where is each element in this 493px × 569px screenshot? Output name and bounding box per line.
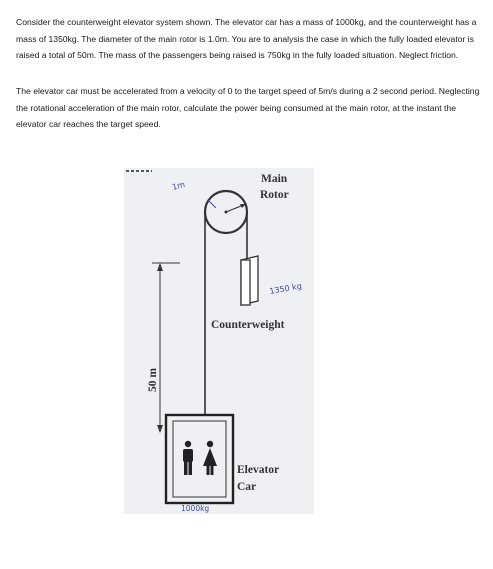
problem-paragraph-2: The elevator car must be accelerated from a velocity of 0 to the target speed of 5m/s during a 2 second period. Neglecting the rotational acceleration of the main rotor, calculate the power being consumed at the main rotor, at the instant the elevator car reaches the target speed.: [16, 86, 480, 130]
main-rotor-label-line2: Rotor: [260, 189, 289, 201]
car-handwritten-label: 1000kg: [181, 504, 210, 513]
elevator-car-label-line2: Car: [237, 481, 257, 493]
diagram-background: [124, 168, 314, 514]
main-rotor-label-line1: Main: [261, 173, 288, 185]
counterweight-block: [241, 260, 250, 305]
rotor-handwritten-label: 1m: [171, 179, 186, 192]
counterweight-handwritten-label: 1350 kg: [268, 281, 303, 296]
elevator-diagram: [124, 168, 314, 514]
problem-paragraph-1: Consider the counterweight elevator system shown. The elevator car has a mass of 1000kg, and the counterweight has a mass of 1350kg. The diameter of the main rotor is 1.0m. You are to analysis the case in which the fully loaded elevator is raised a total of 50m. The mass of the passengers being raised is 750kg in the fully loaded situation. Neglect friction.: [16, 17, 477, 61]
elevator-car-label-line1: Elevator: [237, 464, 280, 476]
counterweight-label: Counterweight: [211, 319, 285, 331]
height-label: 50 m: [147, 368, 159, 392]
elevator-diagram-svg: [124, 168, 314, 514]
